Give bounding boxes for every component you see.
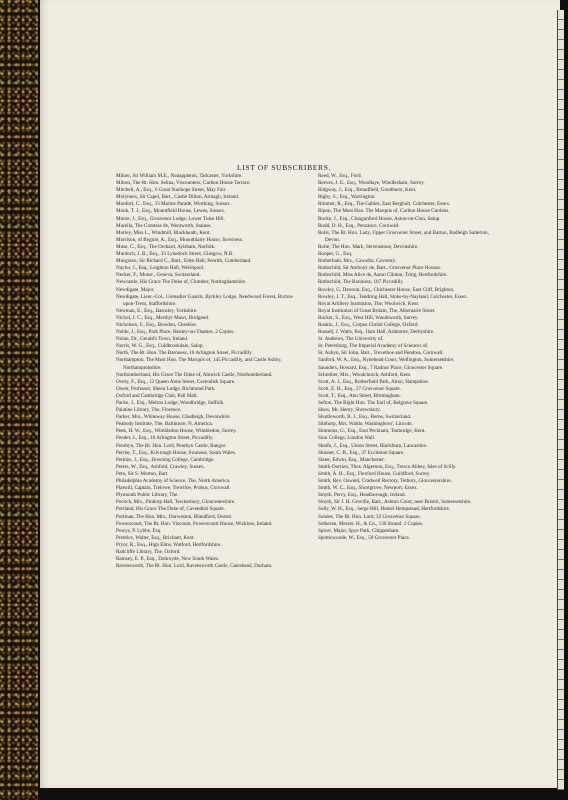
subscriber-entry: Nicholson, F., Esq., Bowdon, Cheshire. [116, 321, 198, 328]
subscriber-entry: Noble, J., Esq., Park Place, Henley-on-Thames. 2 Copies. [116, 329, 235, 336]
subscriber-entry: Monk, T. J., Esq., Mountfield House, Lewes, Sussex. [116, 208, 226, 215]
subscriber-entry: Philadelphia Academy of Science, The, North America. [116, 478, 231, 485]
subscriber-entry: Ruskin, J., Esq., Corpus Christi College, Oxford. [318, 321, 419, 328]
subscriber-entry: Scott, T., Esq., Ann Street, Birmingham. [318, 392, 401, 399]
subscriber-entry: Rothschild, Sir Anthony de, Bart., Grosvenor Place Houses. [318, 265, 442, 272]
subscriber-entry: Ramsey, E. P., Esq., Dobroyde, New South Wales. [116, 556, 220, 563]
subscriber-entry: Sion College, London Wall. [318, 435, 376, 442]
subscriber-entry: Prentice, Walter, Esq., Brixham, Kent. [116, 534, 195, 541]
subscriber-entry: Newman, E., Esq., Barnsley, Yorkshire. [116, 307, 198, 314]
subscriber-entry: Rolle, The Hon. Mark, Stevenstone, Devonshire. [318, 243, 419, 250]
subscriber-entry: Skaife, J., Esq., Union Street, Blackburn, Lancashire. [318, 442, 428, 449]
subscriber-entry: Rocke, J., Esq., Clungunford House, Aston-on-Clun, Salop. [318, 215, 441, 222]
subscriber-entry: Scott, A. J., Esq., Rotherfield Park, Alton, Hampshire. [318, 378, 430, 385]
subscriber-entry: Milner, Sir William M.E., Nunappleton, Tadcaster, Yorkshire. [116, 173, 243, 179]
subscriber-entry: Powys, P. Lybbe, Esq. [116, 527, 162, 534]
subscriber-entry: Ravensworth, The Rt. Hon. Lord, Ravensworth Castle, Gateshead, Durham. [116, 563, 273, 570]
subscriber-entry: Saunders, Howard, Esq., 7 Radnor Place, Gloucester Square. [318, 364, 444, 371]
subscriber-entry: Molyneux, Sir Capel, Bart., Castle Dillon, Armagh, Ireland. [116, 194, 240, 201]
subscriber-entry: Shaw, Mr. Henry, Shrewsbury. [318, 407, 381, 414]
subscriber-entry: Palatine Library, The, Florence. [116, 407, 182, 414]
subscriber-entry: Rooper, G., Esq. [318, 251, 353, 258]
subscriber-entry: Ripon, The Most Hon. The Marquis of, Carlton House Gardens. [318, 208, 450, 215]
subscriber-entry: Smith, W. C., Esq., Shortgrove, Newport, Essex. [318, 485, 418, 492]
subscriber-entry: Rothschild, Miss Alice de, Aston Clinton, Tring, Hertfordshire. [318, 272, 448, 279]
subscriber-entry: Smith-Dorrien, Thos. Algernon, Esq., Tresco Abbey, Isles of Scilly. [318, 463, 457, 470]
subscriber-entry: Rimmer, R., Esq., The Gables, East Bergholt, Colchester, Essex. [318, 201, 451, 208]
subscriber-entry: Portland, His Grace The Duke of, Cavendish Square. [116, 506, 225, 513]
subscriber-entry: Radcliffe Library, The, Oxford. [116, 548, 181, 555]
subscriber-entry: Necker, F., Monsr., Geneva, Switzerland. [116, 272, 201, 279]
subscriber-entry: Norris, W. G., Esq., Coldbrookdale, Salop. [116, 343, 204, 350]
subscriber-entry: Schreiber, Mrs., Woodchurch, Ashford, Kent. [318, 371, 412, 378]
subscriber-entry: Rucker, S., Esq., West Hill, Wandsworth, Surrey. [318, 314, 419, 321]
subscriber-entry: Rotherham, Mrs., Cawsdra, Coventry. [318, 258, 397, 265]
subscriber-entry: Ridgway, J., Esq., Broadfield, Goudhurst, Kent. [318, 187, 417, 194]
subscriber-entry: Mitchell, A., Esq., 6 Great Stanhope Street, May Fair. [116, 187, 227, 194]
subscriber-entry: Rowley, J. T., Esq., Tendring Hall, Stoke-by-Nayland, Colchester, Essex. [318, 293, 468, 300]
subscriber-entry: Smyth, Sir J. H. Greville, Bart., Ashton Court, near Bristol, Somersetshire. [318, 499, 472, 506]
subscriber-entry: Rolls, The Rt. Hon. Lady, Upper Grosvenor Street, and Barton, Radleigh Salterton, Devon. [318, 229, 489, 243]
subscriber-entry: Sotheran, Messrs. H., & Co., 136 Strand. 2 Copies. [318, 520, 424, 527]
subscriber-entry: Morley, Miss L., Windmill, Blackheath, Kent. [116, 229, 211, 236]
subscriber-entry: Sefton, The Right Hon. The Earl of, Belgrave Square. [318, 400, 429, 406]
subscriber-entry: Parker, Mrs., Whiteway House, Chudleigh, Devonshire. [116, 414, 231, 421]
subscriber-entry: Rowley, G. Dawson, Esq., Chichester House, East Cliff, Brighton. [318, 286, 455, 293]
subscriber-entry: Peabody Institute, The, Baltimore, N. America. [116, 421, 213, 428]
subscriber-entry: Nichol, J. C., Esq., Merthyr Mawr, Bridgend. [116, 314, 210, 321]
subscriber-entry: Naylor, J., Esq., Leighton Hall, Welshpool. [116, 265, 205, 272]
subscriber-entry: Russell, J. Watts, Esq., Ilam Hall, Ashborne, Derbyshire. [318, 329, 435, 336]
subscriber-entry: Peto, Sir S. Morton, Bart. [116, 470, 169, 477]
subscribers-left-column [116, 173, 294, 570]
subscriber-entry: Reed, W., Esq., Ford. [318, 173, 362, 179]
subscriber-entry: Shuttleworth, B. J., Esq., Berne, Switzerland. [318, 414, 412, 421]
subscriber-entry: Sondes, The Rt. Hon. Lord, 32 Grosvenor Square. [318, 513, 421, 520]
subscriber-entry: Morella, The Comtess de, Wentworth, Staines. [116, 222, 212, 229]
subscriber-entry: Perkins, J., Esq., Downing College, Cambridge. [116, 456, 215, 463]
subscriber-entry: Slater, Edwin, Esq., Manchester. [318, 456, 385, 463]
subscriber-entry: Royal Artillery Institution, The, Woolwich, Kent. [318, 300, 420, 307]
subscriber-entry: Penrhyn, The Rt. Hon. Lord, Penrhyn Castle, Bangor. [116, 442, 227, 449]
subscriber-entry: Overy, F., Esq., 12 Queen Anne Street, Cavendish Square. [116, 378, 236, 385]
subscriber-entry: Scott, E. H., Esq., 27 Grosvenor Square. [318, 385, 401, 392]
subscriber-entry: Solly, W. H., Esq., Serge Hill, Hemel Hempstead, Hertfordshire. [318, 506, 451, 513]
subscriber-entry: Smyth, Percy, Esq., Headborough, Ireland. [318, 492, 406, 499]
marbled-endpaper [0, 0, 38, 800]
subscriber-entry: Rodd, D. H., Esq., Penzance, Cornwall. [318, 222, 400, 229]
subscriber-entry: Peters, W., Esq., Ashfold, Crawley, Sussex. [116, 463, 205, 470]
subscriber-entry: Pocock, Mrs., Pinhorp Hall, Tewkesbury, Gloucestershire. [116, 499, 236, 506]
subscriber-entry: Newdigate, Major. [116, 286, 155, 293]
subscriber-entry: Musgrave, Sir Richard C., Bart., Eden Hall, Penrith, Cumberland. [116, 258, 252, 265]
subscriber-entry: Packe, J., Esq., Melton Lodge, Woodbridge, Suffolk. [116, 400, 225, 406]
subscriber-entry: Murdoch, J. B., Esq., 33 Lynedoch Street, Glasgow, N.B. [116, 251, 234, 258]
subscriber-entry: Nolan, Dr., Gerald's Town, Ireland. [116, 336, 189, 343]
subscriber-entry: Sanford, W. A., Esq., Nynehead Court, Wellington, Somersetshire. [318, 357, 455, 364]
subscriber-entry: Perrier, T., Esq., Kilvrough House, Swansea, South Wales. [116, 449, 237, 456]
subscriber-entry: Monfort, C., Esq., 33 Marine Parade, Worthing, Sussex. [116, 201, 232, 208]
subscriber-entry: Moore, J., Esq., Grosvenor Lodge, Lower Tulse Hill. [116, 215, 225, 222]
subscriber-entry: Newdigate, Lieut.-Col., Grenadier Guards, Byrkley Lodge, Needwood Forest, Burton-upon-Trent, Staffordshire. [116, 293, 294, 307]
subscriber-entry: Portman, The Hon. Mrs., Durweston, Blandford, Dorset. [116, 513, 233, 520]
subscriber-entry: Northumberland, His Grace The Duke of, Alnwick Castle, Northumberland. [116, 371, 273, 378]
subscriber-entry: Peek, H. W., Esq., Wimbledon House, Wimbledon, Surrey. [116, 428, 237, 435]
subscriber-entry: Platwill, Captain, Trelowe, Trewlloe, Probus, Cornwall. [116, 485, 231, 492]
subscriber-entry: Northampton, The Most Hon. The Marquis of, 145 Piccadilly, and Castle Ashby, Northamptonshire. [116, 357, 282, 371]
subscriber-entry: Rigby, S., Esq., Warrington. [318, 194, 376, 201]
subscriber-entry: St. Andrews, The University of. [318, 336, 384, 343]
subscriber-entry: Oxford and Cambridge Club, Pall Mall. [116, 392, 198, 399]
subscribers-right-column [318, 173, 496, 542]
subscriber-entry: Smith, Rev. Oswald, Cradwell Rectory, Tetbury, Gloucestershire. [318, 478, 452, 485]
subscriber-entry: Pryor, R., Esq., High Elms, Watford, Hertfordshire. [116, 541, 222, 548]
subscriber-entry: Morrison, of Bognie, A., Esq., Mountblairy House, Inverness. [116, 236, 244, 243]
subscriber-entry: Muse, C., Esq., The Orchard, Aylsham, Norfolk. [116, 243, 216, 250]
subscriber-entry: Newcastle, His Grace The Duke of, Clumber, Nottinghamshire. [116, 279, 247, 286]
subscriber-entry: Plymouth Public Library, The. [116, 492, 179, 499]
page-title: LIST OF SUBSCRIBERS. [237, 163, 331, 172]
subscriber-entry: St. Petersburg, The Imperial Academy of Sciences of. [318, 343, 429, 350]
ruler-scale [557, 10, 564, 790]
subscriber-entry: Powerscourt, The Rt. Hon. Viscount, Powerscourt House, Wicklow, Ireland. [116, 520, 273, 527]
subscriber-entry: Royal Institution of Great Britain, The, Albemarle Street. [318, 307, 436, 314]
subscriber-entry: Rothschild, The Baroness, 107 Piccadilly. [318, 279, 404, 286]
subscriber-entry: Reeves, J. E., Esq., Woodlaye, Windlesham, Surrey. [318, 180, 425, 187]
subscriber-entry: Spicer, Major, Spye Park, Chippenham. [318, 527, 400, 534]
subscriber-entry: St. Aubyn, Sir John, Bart., Trevethoe and Pendrea, Cornwall. [318, 350, 444, 357]
subscriber-entry: North, The Rt. Hon. The Baroness, 16 Arlington Street, Piccadilly. [116, 350, 253, 357]
subscriber-entry: Skinner, C. B., Esq., 37 Eccleston Square. [318, 449, 405, 456]
subscriber-entry: Sibthorp, Mrs. Waldo, Washingboro', Lincoln. [318, 421, 413, 428]
subscriber-entry: Milton, The Rt. Hon. Selina, Viscountess, Carlton House Terrace. [116, 180, 251, 187]
subscriber-entry: Spottiswoode, W., Esq., 50 Grosvenor Place. [318, 534, 411, 541]
subscriber-entry: Owen, Professor, Sheen Lodge, Richmond Park. [116, 385, 216, 392]
subscriber-entry: Simmons, G., Esq., East Peckham, Tonbridge, Kent. [318, 428, 426, 435]
subscriber-entry: Pender, J., Esq., 18 Arlington Street, Piccadilly. [116, 435, 214, 442]
subscriber-entry: Smith, A. H., Esq., Flexford House, Guildford, Surrey. [318, 470, 431, 477]
